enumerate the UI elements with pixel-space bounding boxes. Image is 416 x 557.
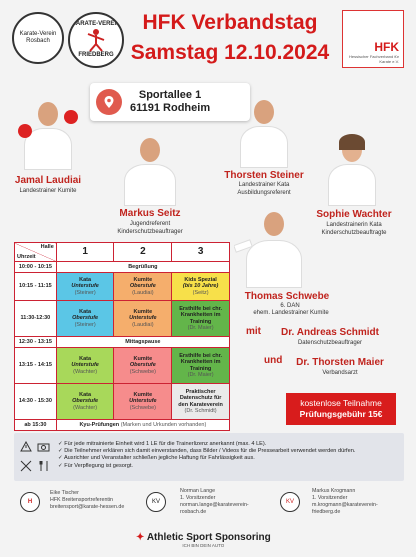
hall-3-header: 3: [172, 243, 230, 262]
sponsor-mark-icon: ✦: [136, 532, 145, 543]
hfk-logo-text: HFK: [374, 40, 399, 54]
warning-icon: [18, 439, 33, 454]
address-city: 61191 Rodheim: [130, 102, 211, 114]
role-markus-seitz: Jugendreferent Kinderschutzbeauftrager: [117, 221, 183, 235]
sponsor-name: Athletic Sport Sponsoring: [146, 532, 271, 543]
logo-mid-bottom: FRIEDBERG: [78, 52, 114, 58]
role-thorsten-steiner: Landestrainer Kata Ausbildungsreferent: [237, 182, 291, 196]
karateverein-rosbach-logo: [12, 12, 64, 64]
info-item-2: ✓ Die Teilnehmer erklären sich damit einverstanden, dass Bilder / Videos für die Pressearbeit verwendet werden dürfen.: [58, 448, 356, 455]
address-street: Sportallee 1: [138, 89, 202, 101]
span-cell: Mittagspause: [56, 337, 229, 348]
hall-1-header: 1: [56, 243, 114, 262]
info-item-1: ✓ Für jede mitrainierte Einheit wird 1 LE für die Trainerlizenz anerkannt (max. 4 LE).: [58, 441, 267, 447]
location-pin-icon: [96, 89, 122, 115]
und-label: und: [264, 355, 283, 366]
dan-thomas-schwebe: 6. DAN: [280, 303, 300, 309]
info-box: [14, 433, 404, 481]
name-thomas-schwebe: Thomas Schwebe: [244, 291, 330, 302]
time-cell: 12:30 - 13:15: [15, 337, 57, 348]
schedule-table: [14, 242, 230, 431]
food-icon: [36, 459, 51, 474]
contact-tischer: Eike Tischer HFK Breitensportreferentin breitensport@karate-hessen.de: [50, 490, 125, 510]
span-cell: Kyu-Prüfungen (Marken und Urkunden vorhanden): [56, 420, 229, 431]
photo-thorsten-steiner: [232, 96, 296, 168]
role-thomas-schwebe: ehem. Landestrainer Kumite: [253, 310, 329, 316]
fee-line-2: Prüfungsgebühr 15€: [299, 409, 383, 419]
time-cell: ab 15:30: [15, 420, 57, 431]
time-cell: 10:15 - 11:15: [15, 273, 57, 301]
session-cell: Kata Oberstufe (Steiner): [56, 301, 114, 337]
session-cell: Kumite Oberstufe (Laudiai): [114, 273, 172, 301]
session-cell: Kata Oberstufe (Wachter): [56, 384, 114, 420]
session-cell: Kata Unterstufe (Steiner): [56, 273, 114, 301]
sponsor-tagline: ICH BIN DEIN AUTO: [182, 543, 225, 548]
fee-line-1: kostenlose Teilnahme: [300, 398, 382, 408]
role-sophie-wachter: Landestrainerin Kata Kinderschutzbeauftragte: [321, 222, 387, 236]
role-thorsten-maier: Verbandsarzt: [322, 370, 358, 376]
corner-bottom: Uhrzeit: [17, 253, 36, 260]
address-box: [90, 83, 250, 121]
liability-icon: [18, 459, 33, 474]
session-cell: Kids Spezial (bis 10 Jahre) (Seitz): [172, 273, 230, 301]
event-date: Samstag 12.10.2024: [130, 41, 330, 64]
role-andreas-schmidt: Datenschutzbeauftrager: [297, 340, 363, 346]
session-cell: Kumite Unterstufe (Schwebe): [114, 384, 172, 420]
mit-label: mit: [246, 326, 261, 337]
logo-mid-top: KARATE-VEREIN: [71, 21, 121, 27]
photo-thomas-schwebe: [234, 204, 314, 288]
session-cell: Ersthilfe bei chr. Krankheiten im Training (Dr. Maier): [172, 348, 230, 384]
rosbach-contact-logo: KV: [146, 492, 166, 512]
corner-cell: [15, 243, 57, 262]
name-thorsten-steiner: Thorsten Steiner: [224, 170, 304, 181]
name-markus-seitz: Markus Seitz: [119, 208, 181, 219]
contact-krogmann: Markus Krogmann 1. Vorsitzender m.krogmann@karateverein- friedberg.de: [312, 488, 378, 515]
hfk-logo-subtext: Hessischer Fachverband für Karate e.V.: [348, 54, 399, 64]
photo-jamal-laudiai: [16, 90, 80, 170]
name-andreas-schmidt: Dr. Andreas Schmidt: [281, 327, 379, 338]
fee-banner: [286, 393, 396, 425]
time-cell: 13:15 - 14:15: [15, 348, 57, 384]
role-jamal-laudiai: Landestrainer Kumite: [19, 188, 77, 194]
logo-left-text: Karate-Verein Rosbach: [19, 31, 57, 44]
session-cell: Kata Unterstufe (Wachter): [56, 348, 114, 384]
session-cell: Ersthilfe bei chr. Krankheiten im Training (Dr. Maier): [172, 301, 230, 337]
session-cell: Praktischer Datenschutz für den Karateverein (Dr. Schmidt): [172, 384, 230, 420]
info-item-3: ✓ Ausrichter und Veranstalter schließen jegliche Haftung für Fahrlässigkeit aus.: [58, 455, 255, 462]
hall-2-header: 2: [114, 243, 172, 262]
contact-lange: Norman Lange 1. Vorsitzender norman.lange@karateverein- rosbach.de: [180, 488, 249, 515]
name-jamal-laudiai: Jamal Laudiai: [14, 175, 82, 186]
time-cell: 10:00 - 10:15: [15, 262, 57, 273]
hfk-contact-logo: H: [20, 492, 40, 512]
event-title: HFK Verbandstag: [142, 11, 318, 34]
name-thorsten-maier: Dr. Thorsten Maier: [296, 357, 384, 368]
karateka-icon: [85, 28, 107, 52]
karateverein-friedberg-logo: [68, 12, 124, 68]
sponsor-logo: [136, 532, 271, 548]
hfk-logo: [342, 10, 404, 68]
session-cell: Kumite Oberstufe (Schwebe): [114, 348, 172, 384]
photo-sophie-wachter: [320, 126, 384, 206]
info-item-4: ✓ Für Verpflegung ist gesorgt.: [58, 462, 133, 469]
photo-markus-seitz: [118, 130, 182, 206]
friedberg-contact-logo: KV: [280, 492, 300, 512]
camera-icon: [36, 439, 51, 454]
session-cell: Kumite Unterstufe (Laudiai): [114, 301, 172, 337]
span-cell: Begrüßung: [56, 262, 229, 273]
time-cell: 11:30-12:30: [15, 301, 57, 337]
name-sophie-wachter: Sophie Wachter: [316, 209, 392, 220]
time-cell: 14:30 - 15:30: [15, 384, 57, 420]
corner-top: Halle: [40, 244, 54, 250]
